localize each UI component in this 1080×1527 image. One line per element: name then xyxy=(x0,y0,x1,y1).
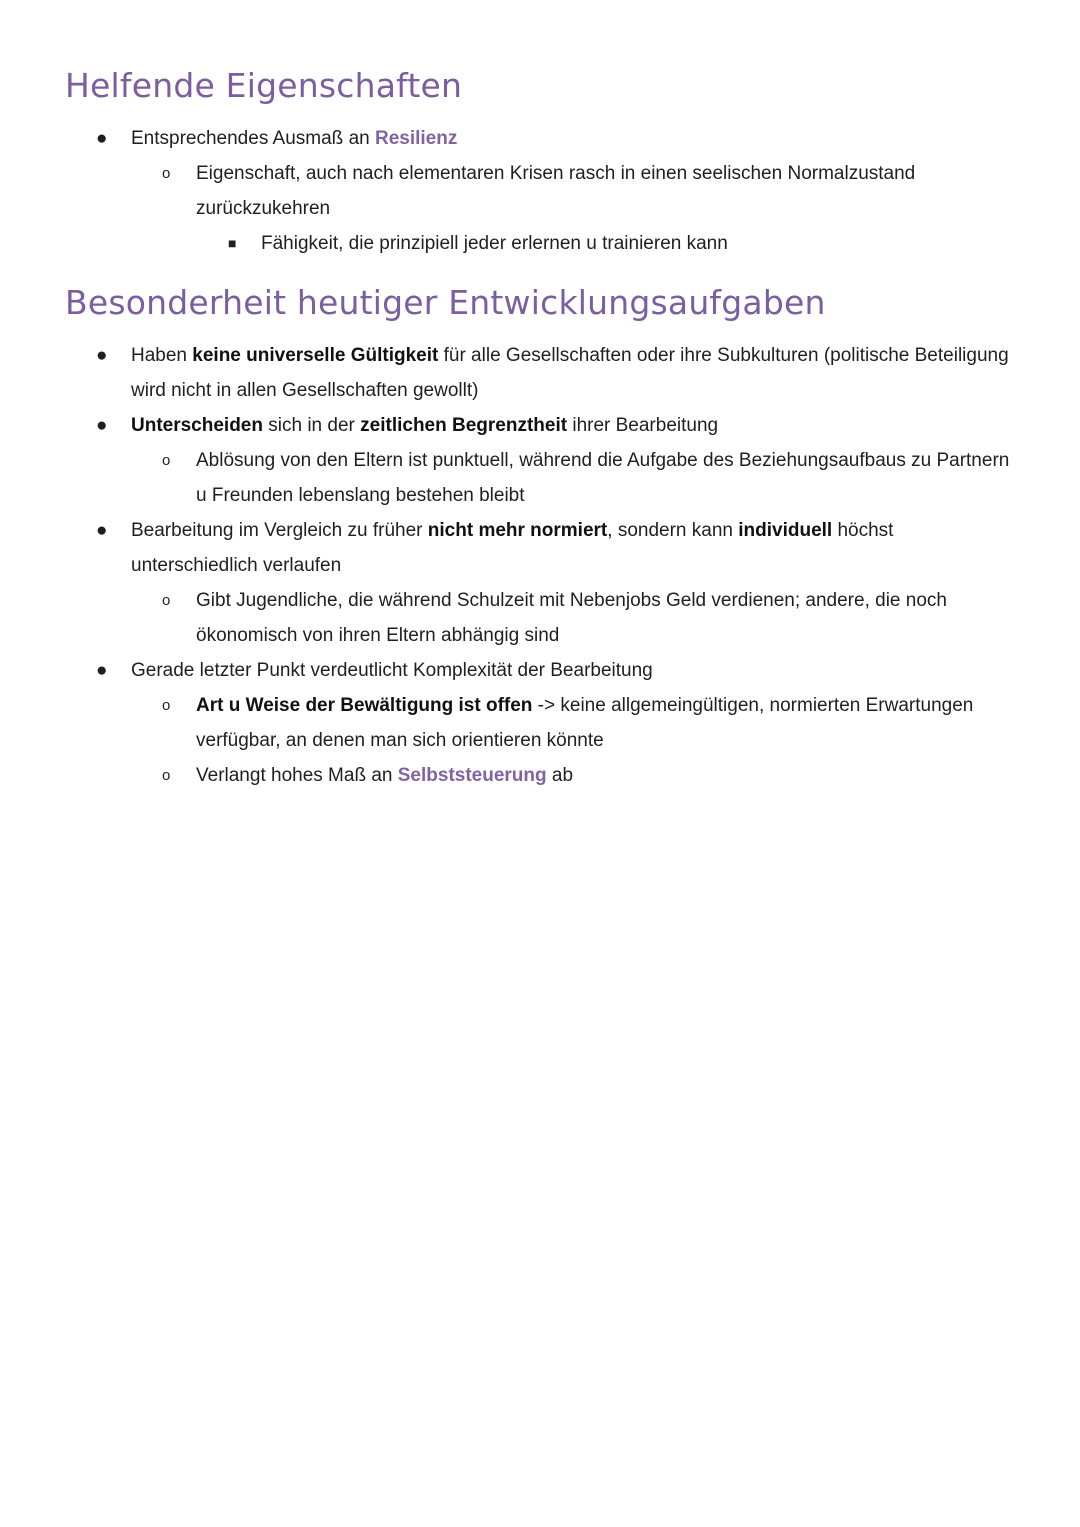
item-text: Eigenschaft, auch nach elementaren Krisen rasch in einen seelischen Normalzustand zurückzukehren xyxy=(196,163,916,219)
list-item xyxy=(0,121,1080,156)
list-item xyxy=(0,408,1080,443)
bold-term: nicht mehr normiert xyxy=(427,520,608,541)
item-text: Verlangt hohes Maß an xyxy=(196,765,398,786)
item-text: ihrer Bearbeitung xyxy=(567,415,719,436)
item-text: ab xyxy=(546,765,574,786)
list-item xyxy=(0,338,1080,408)
list-item xyxy=(0,583,1080,653)
bullet-icon: ● xyxy=(96,415,108,436)
item-text: Bearbeitung im Vergleich zu früher xyxy=(131,520,428,541)
item-text: Gerade letzter Punkt verdeutlicht Komplexität der Bearbeitung xyxy=(131,660,653,681)
list-item xyxy=(0,156,1080,226)
square-bullet-icon: ■ xyxy=(228,235,237,251)
item-text: Ablösung von den Eltern ist punktuell, während die Aufgabe des Beziehungsaufbaus zu Partnern u Freunden lebenslang bestehen bleibt xyxy=(196,450,1010,506)
heading-besonderheit: Besonderheit heutiger Entwicklungsaufgaben xyxy=(65,283,826,322)
item-text: höchst unterschiedlich verlaufen xyxy=(131,520,894,576)
bold-term: keine universelle Gültigkeit xyxy=(192,345,439,366)
heading-helfende-eigenschaften: Helfende Eigenschaften xyxy=(65,66,463,105)
circle-bullet-icon: o xyxy=(162,697,171,714)
highlight-term: Resilienz xyxy=(374,128,458,149)
bold-term: Art u Weise der Bewältigung ist offen xyxy=(196,695,533,716)
highlight-term: Selbststeuerung xyxy=(397,765,547,786)
circle-bullet-icon: o xyxy=(162,452,171,469)
circle-bullet-icon: o xyxy=(162,592,171,609)
circle-bullet-icon: o xyxy=(162,165,171,182)
bold-term: individuell xyxy=(738,520,833,541)
item-text: Gibt Jugendliche, die während Schulzeit mit Nebenjobs Geld verdienen; andere, die noch ökonomisch von ihren Eltern abhängig sind xyxy=(196,590,947,646)
bullet-icon: ● xyxy=(96,128,108,149)
list-besonderheit xyxy=(0,338,1080,793)
bold-term: Unterscheiden xyxy=(131,415,263,436)
list-item xyxy=(0,688,1080,758)
bullet-icon: ● xyxy=(96,660,108,681)
list-item xyxy=(0,513,1080,583)
list-helfende-eigenschaften xyxy=(0,121,1080,261)
bold-term: zeitlichen Begrenztheit xyxy=(360,415,568,436)
bullet-icon: ● xyxy=(96,520,108,541)
item-text: -> keine allgemeingültigen, normierten Erwartungen verfügbar, an denen man sich orientieren könnte xyxy=(196,695,974,751)
list-item xyxy=(0,758,1080,793)
item-text: , sondern kann xyxy=(607,520,739,541)
list-item xyxy=(0,443,1080,513)
item-text: Haben xyxy=(131,345,193,366)
item-text: für alle Gesellschaften oder ihre Subkulturen (politische Beteiligung wird nicht in allen Gesellschaften gewollt) xyxy=(131,345,1009,401)
list-item xyxy=(0,653,1080,688)
item-text: sich in der xyxy=(262,415,361,436)
item-text: Entsprechendes Ausmaß an xyxy=(131,128,375,149)
circle-bullet-icon: o xyxy=(162,767,171,784)
item-text: Fähigkeit, die prinzipiell jeder erlernen u trainieren kann xyxy=(261,233,728,254)
list-item xyxy=(0,226,1080,261)
bullet-icon: ● xyxy=(96,345,108,366)
